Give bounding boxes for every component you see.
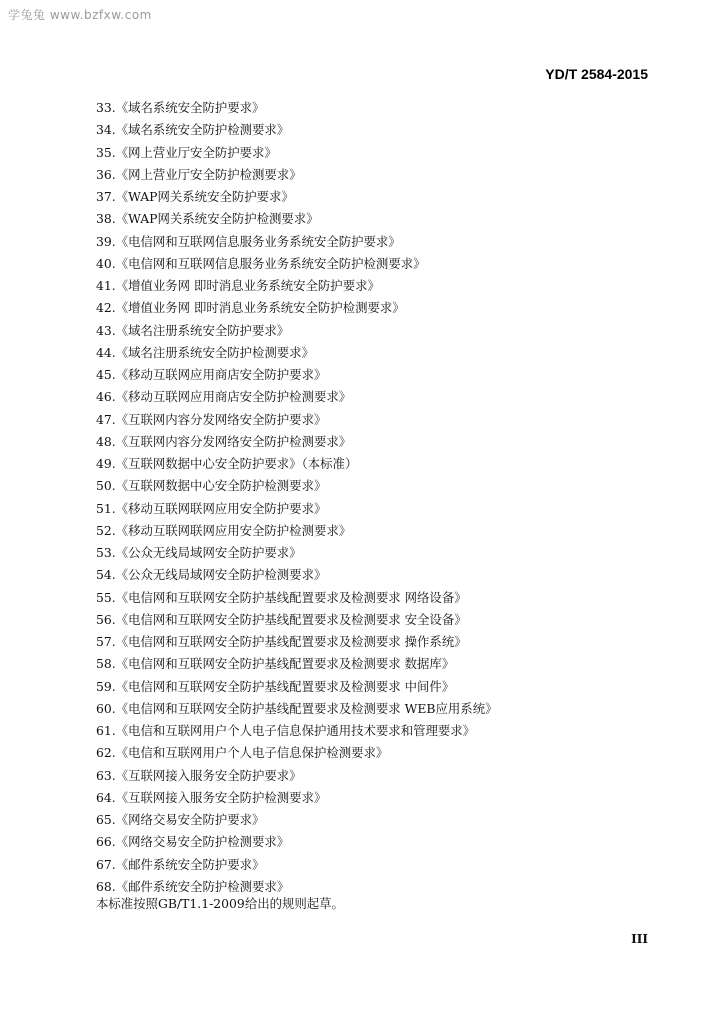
list-item [96, 653, 656, 675]
item-number: 65. [96, 812, 116, 827]
item-title: 《电信和互联网用户个人电子信息保护通用技术要求和管理要求》 [115, 723, 476, 738]
item-number: 35. [96, 144, 116, 160]
list-item [96, 587, 656, 609]
item-number: 42. [96, 300, 116, 316]
item-number: 44. [96, 344, 116, 360]
item-number: 60. [96, 700, 116, 716]
item-number: 41. [96, 278, 116, 293]
item-number: 56. [96, 611, 116, 627]
item-title: 《移动互联网联网应用安全防护检测要求》 [115, 522, 352, 538]
list-item [96, 698, 656, 720]
item-title: 《互联网内容分发网络安全防护要求》 [115, 411, 327, 427]
list-item [96, 297, 656, 319]
list-item [96, 208, 656, 230]
item-title: 《电信和互联网用户个人电子信息保护检测要求》 [115, 745, 389, 761]
item-title: 《电信网和互联网信息服务业务系统安全防护检测要求》 [115, 255, 426, 271]
list-item [96, 520, 656, 542]
list-item [96, 676, 656, 698]
standards-list [96, 97, 656, 898]
item-number: 53. [96, 545, 116, 560]
list-item [96, 854, 656, 876]
item-title: 《电信网和互联网安全防护基线配置要求及检测要求 中间件》 [115, 678, 455, 694]
item-title: 《移动互联网应用商店安全防护检测要求》 [115, 389, 352, 405]
item-number: 54. [96, 567, 116, 583]
item-number: 40. [96, 255, 116, 271]
item-title: 《域名注册系统安全防护要求》 [115, 322, 290, 338]
item-number: 55. [96, 589, 116, 605]
item-number: 66. [96, 834, 116, 850]
item-title: 《电信网和互联网安全防护基线配置要求及检测要求 数据库》 [115, 656, 455, 672]
item-title: 《电信网和互联网安全防护基线配置要求及检测要求 安全设备》 [115, 611, 467, 627]
item-title: 《网上营业厅安全防护检测要求》 [115, 166, 302, 182]
item-title: 《网络交易安全防护检测要求》 [115, 834, 290, 850]
list-item [96, 97, 656, 119]
item-title: 《WAP网关系统安全防护要求》 [115, 189, 294, 204]
list-item [96, 631, 656, 653]
list-item [96, 231, 656, 253]
list-item [96, 742, 656, 764]
item-title: 《互联网内容分发网络安全防护检测要求》 [115, 433, 352, 449]
item-number: 57. [96, 634, 116, 649]
item-number: 67. [96, 856, 116, 872]
item-number: 59. [96, 678, 116, 694]
item-title: 《电信网和互联网安全防护基线配置要求及检测要求 WEB应用系统》 [115, 700, 498, 716]
document-code: YD/T 2584-2015 [545, 66, 648, 82]
list-item [96, 609, 656, 631]
item-title: 《电信网和互联网安全防护基线配置要求及检测要求 操作系统》 [115, 634, 467, 649]
list-item [96, 564, 656, 586]
item-number: 64. [96, 789, 116, 805]
item-title: 《互联网数据中心安全防护检测要求》 [115, 478, 327, 494]
item-number: 34. [96, 122, 116, 138]
list-item [96, 253, 656, 275]
item-title: 《域名系统安全防护要求》 [115, 100, 265, 115]
list-item [96, 542, 656, 564]
item-title: 《互联网接入服务安全防护要求》 [115, 767, 302, 783]
item-title: 《互联网数据中心安全防护要求》（本标准） [115, 456, 358, 471]
page-number: III [631, 932, 648, 946]
item-number: 52. [96, 522, 116, 538]
list-item [96, 498, 656, 520]
item-title: 《邮件系统安全防护要求》 [115, 856, 265, 872]
list-item [96, 431, 656, 453]
item-number: 38. [96, 211, 116, 227]
item-title: 《公众无线局域网安全防护要求》 [115, 545, 302, 560]
item-number: 49. [96, 456, 116, 471]
item-number: 63. [96, 767, 116, 783]
item-title: 《域名注册系统安全防护检测要求》 [115, 344, 314, 360]
list-item [96, 186, 656, 208]
item-number: 43. [96, 322, 116, 338]
item-title: 《WAP网关系统安全防护检测要求》 [115, 211, 319, 227]
item-number: 46. [96, 389, 116, 405]
item-title: 《邮件系统安全防护检测要求》 [115, 878, 290, 894]
list-item [96, 765, 656, 787]
item-number: 61. [96, 723, 116, 738]
item-number: 33. [96, 100, 116, 115]
item-title: 《公众无线局域网安全防护检测要求》 [115, 567, 327, 583]
item-title: 《移动互联网联网应用安全防护要求》 [115, 500, 327, 516]
item-number: 39. [96, 233, 116, 249]
item-number: 36. [96, 166, 116, 182]
list-item [96, 409, 656, 431]
list-item [96, 119, 656, 141]
list-item [96, 275, 656, 297]
item-number: 48. [96, 433, 116, 449]
list-item [96, 386, 656, 408]
item-title: 《网上营业厅安全防护要求》 [115, 144, 277, 160]
drafting-note: 本标准按照GB/T1.1-2009给出的规则起草。 [96, 896, 344, 911]
item-number: 58. [96, 656, 116, 672]
list-item [96, 164, 656, 186]
item-title: 《增值业务网 即时消息业务系统安全防护检测要求》 [115, 300, 405, 316]
watermark: 学兔兔 www.bzfxw.com [8, 8, 152, 22]
item-number: 50. [96, 478, 116, 494]
list-item [96, 342, 656, 364]
item-title: 《域名系统安全防护检测要求》 [115, 122, 290, 138]
item-number: 47. [96, 411, 116, 427]
item-title: 《电信网和互联网信息服务业务系统安全防护要求》 [115, 233, 401, 249]
list-item [96, 831, 656, 853]
item-title: 《网络交易安全防护要求》 [115, 812, 265, 827]
item-title: 《电信网和互联网安全防护基线配置要求及检测要求 网络设备》 [115, 589, 467, 605]
list-item [96, 364, 656, 386]
list-item [96, 453, 656, 475]
list-item [96, 787, 656, 809]
list-item [96, 475, 656, 497]
item-number: 37. [96, 189, 116, 204]
item-number: 62. [96, 745, 116, 761]
item-number: 68. [96, 878, 116, 894]
list-item [96, 142, 656, 164]
list-item [96, 320, 656, 342]
list-item [96, 720, 656, 742]
list-item [96, 809, 656, 831]
item-number: 45. [96, 367, 116, 382]
item-title: 《互联网接入服务安全防护检测要求》 [115, 789, 327, 805]
item-title: 《移动互联网应用商店安全防护要求》 [115, 367, 327, 382]
item-title: 《增值业务网 即时消息业务系统安全防护要求》 [115, 278, 380, 293]
item-number: 51. [96, 500, 116, 516]
